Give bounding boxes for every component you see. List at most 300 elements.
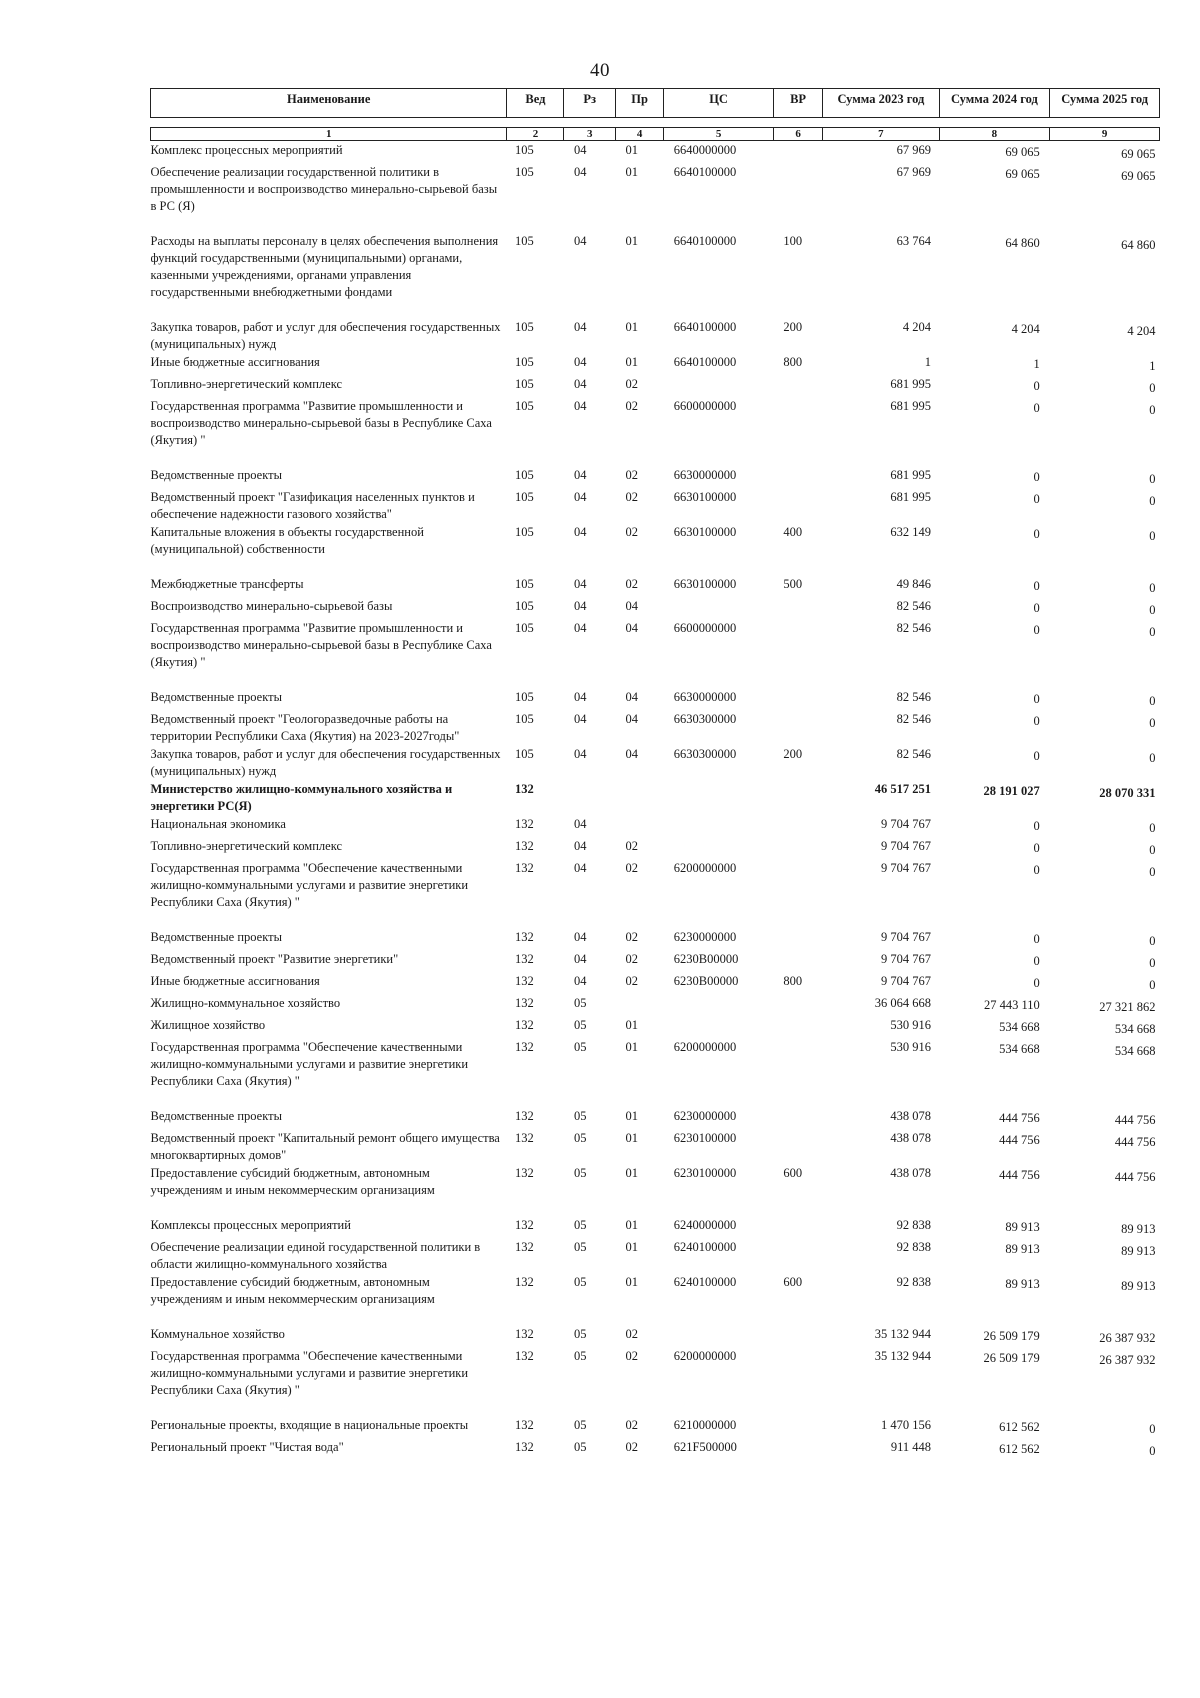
cell-ved: 132: [514, 1040, 534, 1054]
cell-sum-2023: 92 838: [896, 1240, 931, 1254]
cell-cs: [664, 837, 774, 859]
cell-vr: [773, 1129, 822, 1164]
cell-pr: 04: [625, 747, 638, 761]
cell-sum-2024: 0: [1033, 749, 1040, 763]
cell-pr: 04: [625, 621, 638, 635]
cell-name: Закупка товаров, работ и услуг для обеспечения государственных (муниципальных) нужд: [150, 320, 501, 351]
cell-pr: 02: [625, 377, 638, 391]
cell-rz: 04: [573, 468, 587, 482]
cell-sum-2023: 46 517 251: [874, 782, 931, 796]
table-row: [151, 780, 1160, 815]
cell-sum-2024: 0: [1033, 863, 1040, 877]
cell-name: Ведомственный проект "Развитие энергетики": [150, 952, 399, 966]
cell-pr: 02: [625, 525, 638, 539]
cell-sum-2025: 0: [1149, 843, 1156, 857]
cell-sum-2024: 4 204: [1011, 322, 1040, 336]
cell-rz: 04: [573, 747, 587, 761]
cell-pr: 02: [625, 930, 638, 944]
cell-ved: 132: [514, 996, 534, 1010]
cell-sum-2024: 444 756: [999, 1168, 1040, 1182]
table-body: [151, 141, 1160, 1461]
cell-pr: 02: [625, 861, 638, 875]
cell-vr: 800: [783, 355, 803, 369]
cell-cs: [664, 375, 774, 397]
cell-sum-2025: 0: [1149, 821, 1156, 835]
table-row: [151, 1238, 1160, 1273]
cell-sum-2023: 1 470 156: [881, 1418, 931, 1432]
cell-name: Ведомственный проект "Газификация населенных пунктов и обеспечение надежности газового хозяйства": [150, 490, 475, 521]
table-header: [151, 89, 1160, 141]
cell-sum-2023: 9 704 767: [881, 817, 931, 831]
cell-name: Региональные проекты, входящие в национальные проекты: [150, 1418, 469, 1432]
cell-sum-2023: 681 995: [890, 468, 931, 482]
table-row: [151, 1273, 1160, 1325]
header-sum-2025: Сумма 2025 год: [1050, 89, 1160, 118]
cell-sum-2025: 89 913: [1121, 1222, 1156, 1236]
cell-sum-2025: 1: [1149, 359, 1156, 373]
cell-cs: 6630100000: [673, 490, 737, 504]
cell-ved: 105: [514, 599, 534, 613]
cell-rz: 04: [573, 320, 587, 334]
cell-sum-2024: 612 562: [999, 1442, 1040, 1456]
cell-pr: 01: [625, 143, 638, 157]
cell-cs: 6210000000: [673, 1418, 737, 1432]
cell-sum-2023: 911 448: [890, 1440, 931, 1454]
cell-name: Коммунальное хозяйство: [150, 1327, 285, 1341]
table-row: [151, 994, 1160, 1016]
cell-pr: 01: [625, 165, 638, 179]
column-number: 7: [823, 128, 939, 141]
cell-ved: 132: [514, 861, 534, 875]
cell-sum-2023: 82 546: [896, 712, 931, 726]
cell-sum-2024: 444 756: [999, 1111, 1040, 1125]
table-row: [151, 1107, 1160, 1129]
cell-ved: 105: [514, 143, 534, 157]
cell-name: Ведомственный проект "Капитальный ремонт общего имущества многоквартирных домов": [150, 1131, 500, 1162]
cell-vr: 500: [783, 577, 803, 591]
cell-sum-2025: 444 756: [1114, 1135, 1156, 1149]
cell-sum-2024: 0: [1033, 470, 1040, 484]
table-row: [151, 928, 1160, 950]
cell-ved: 132: [514, 1240, 534, 1254]
column-number: 2: [507, 128, 564, 141]
cell-sum-2023: 681 995: [890, 399, 931, 413]
cell-cs: 621F500000: [673, 1440, 737, 1454]
cell-cs: 6230100000: [673, 1166, 737, 1180]
cell-name: Обеспечение реализации государственной политики в промышленности и воспроизводство минерально-сырьевой базы в РС (Я): [150, 165, 498, 213]
cell-sum-2025: 0: [1149, 403, 1156, 417]
cell-sum-2023: 438 078: [890, 1166, 931, 1180]
cell-vr: [773, 994, 822, 1016]
cell-sum-2024: 69 065: [1005, 167, 1040, 181]
cell-sum-2025: 0: [1149, 716, 1156, 730]
cell-sum-2025: 0: [1149, 494, 1156, 508]
cell-rz: 04: [573, 599, 587, 613]
table-row: [151, 397, 1160, 466]
cell-sum-2023: 681 995: [890, 377, 931, 391]
cell-vr: [773, 597, 822, 619]
cell-sum-2025: 0: [1149, 694, 1156, 708]
cell-ved: 132: [514, 1218, 534, 1232]
cell-ved: 105: [514, 712, 534, 726]
cell-sum-2025: 69 065: [1121, 169, 1156, 183]
cell-cs: [664, 815, 774, 837]
cell-vr: [773, 619, 822, 688]
cell-cs: 6240100000: [673, 1275, 737, 1289]
table-row: [151, 318, 1160, 353]
cell-cs: 6630100000: [673, 525, 737, 539]
cell-ved: 132: [514, 1018, 534, 1032]
cell-sum-2023: 63 764: [896, 234, 931, 248]
cell-sum-2023: 530 916: [890, 1040, 931, 1054]
table-row: [151, 232, 1160, 318]
page-number: 40: [590, 60, 610, 81]
cell-ved: 132: [514, 930, 534, 944]
table-row: [151, 745, 1160, 780]
table-row: [151, 466, 1160, 488]
cell-pr: 04: [625, 690, 638, 704]
cell-pr: 01: [625, 1275, 638, 1289]
cell-vr: [773, 375, 822, 397]
cell-name: Закупка товаров, работ и услуг для обеспечения государственных (муниципальных) нужд: [150, 747, 501, 778]
cell-sum-2024: 534 668: [999, 1042, 1040, 1056]
header-rz: Рз: [564, 89, 616, 118]
header-vr: ВР: [773, 89, 822, 118]
cell-sum-2023: 9 704 767: [881, 974, 931, 988]
cell-sum-2025: 444 756: [1114, 1170, 1156, 1184]
cell-rz: 05: [573, 1275, 587, 1289]
header-sum-2024: Сумма 2024 год: [939, 89, 1050, 118]
cell-vr: [773, 928, 822, 950]
cell-vr: [773, 466, 822, 488]
cell-rz: 04: [573, 525, 587, 539]
table-row: [151, 688, 1160, 710]
cell-ved: 132: [514, 1275, 534, 1289]
cell-sum-2025: 534 668: [1114, 1044, 1156, 1058]
cell-sum-2025: 0: [1149, 581, 1156, 595]
cell-sum-2024: 0: [1033, 379, 1040, 393]
cell-pr: 02: [625, 468, 638, 482]
cell-cs: 6600000000: [673, 399, 737, 413]
cell-sum-2024: 89 913: [1005, 1277, 1040, 1291]
cell-sum-2024: 0: [1033, 601, 1040, 615]
cell-vr: 400: [783, 525, 803, 539]
cell-cs: 6600000000: [673, 621, 737, 635]
cell-sum-2023: 438 078: [890, 1131, 931, 1145]
table-row: [151, 141, 1160, 164]
cell-pr: 02: [625, 1418, 638, 1432]
cell-sum-2023: 1: [924, 355, 931, 369]
cell-sum-2024: 26 509 179: [983, 1351, 1040, 1365]
cell-rz: 04: [573, 355, 587, 369]
cell-name: Государственная программа "Развитие промышленности и воспроизводство минерально-сырьевой базы в Республике Саха (Якутия) ": [150, 621, 492, 669]
cell-pr: 01: [625, 1018, 638, 1032]
cell-ved: 105: [514, 490, 534, 504]
table-row: [151, 815, 1160, 837]
cell-sum-2024: 64 860: [1005, 236, 1040, 250]
cell-cs: 6630100000: [673, 577, 737, 591]
cell-rz: 05: [573, 1327, 587, 1341]
budget-table: [150, 88, 1160, 1460]
column-number: 8: [939, 128, 1050, 141]
cell-sum-2025: 89 913: [1121, 1244, 1156, 1258]
cell-name: Государственная программа "Обеспечение качественными жилищно-коммунальными услугами и развитие энергетики Республики Саха (Якутия) ": [150, 1349, 469, 1397]
cell-rz: 05: [573, 1018, 587, 1032]
cell-sum-2023: 4 204: [902, 320, 931, 334]
cell-ved: 105: [514, 399, 534, 413]
cell-sum-2025: 27 321 862: [1099, 1000, 1156, 1014]
cell-sum-2024: 28 191 027: [983, 784, 1040, 798]
cell-name: Жилищное хозяйство: [150, 1018, 266, 1032]
cell-cs: 6640100000: [673, 320, 737, 334]
cell-sum-2025: 444 756: [1114, 1113, 1156, 1127]
cell-name: Государственная программа "Обеспечение качественными жилищно-коммунальными услугами и развитие энергетики Республики Саха (Якутия) ": [150, 861, 469, 909]
cell-vr: [773, 815, 822, 837]
cell-rz: 05: [573, 1349, 587, 1363]
cell-cs: [664, 1016, 774, 1038]
cell-pr: 01: [625, 234, 638, 248]
cell-ved: 132: [514, 817, 534, 831]
table-row: [151, 1216, 1160, 1238]
cell-sum-2025: 26 387 932: [1099, 1331, 1156, 1345]
cell-vr: [773, 859, 822, 928]
cell-cs: 6230B00000: [673, 974, 739, 988]
cell-cs: 6630000000: [673, 690, 737, 704]
cell-sum-2024: 0: [1033, 954, 1040, 968]
cell-vr: 100: [783, 234, 803, 248]
cell-name: Топливно-энергетический комплекс: [150, 839, 342, 853]
cell-vr: [773, 141, 822, 164]
table-row: [151, 1129, 1160, 1164]
cell-sum-2023: 92 838: [896, 1218, 931, 1232]
cell-cs: [664, 597, 774, 619]
header-spacer: [151, 118, 1160, 128]
cell-ved: 132: [514, 952, 534, 966]
cell-sum-2025: 4 204: [1127, 324, 1156, 338]
cell-name: Государственная программа "Развитие промышленности и воспроизводство минерально-сырьевой базы в Республике Саха (Якутия) ": [150, 399, 492, 447]
cell-sum-2025: 0: [1149, 1422, 1156, 1436]
cell-ved: 105: [514, 525, 534, 539]
cell-name: Государственная программа "Обеспечение качественными жилищно-коммунальными услугами и развитие энергетики Республики Саха (Якутия) ": [150, 1040, 469, 1088]
cell-rz: 04: [573, 930, 587, 944]
cell-sum-2023: 82 546: [896, 621, 931, 635]
cell-name: Региональный проект "Чистая вода": [150, 1440, 344, 1454]
cell-cs: 6240100000: [673, 1240, 737, 1254]
cell-sum-2024: 0: [1033, 623, 1040, 637]
cell-sum-2025: 26 387 932: [1099, 1353, 1156, 1367]
cell-sum-2024: 69 065: [1005, 145, 1040, 159]
cell-rz: 04: [573, 143, 587, 157]
cell-sum-2024: 0: [1033, 579, 1040, 593]
cell-sum-2024: 0: [1033, 932, 1040, 946]
cell-cs: 6230000000: [673, 930, 737, 944]
cell-ved: 132: [514, 839, 534, 853]
cell-name: Иные бюджетные ассигнования: [150, 974, 320, 988]
cell-vr: [773, 1038, 822, 1107]
cell-rz: 05: [573, 1109, 587, 1123]
cell-sum-2024: 0: [1033, 401, 1040, 415]
cell-rz: 05: [573, 1166, 587, 1180]
cell-pr: 01: [625, 1040, 638, 1054]
column-number: 6: [773, 128, 822, 141]
cell-pr: 02: [625, 1327, 638, 1341]
cell-sum-2023: 9 704 767: [881, 839, 931, 853]
table-row: [151, 837, 1160, 859]
cell-cs: 6200000000: [673, 1040, 737, 1054]
cell-pr: [615, 780, 663, 815]
cell-cs: 6200000000: [673, 1349, 737, 1363]
cell-vr: 800: [783, 974, 803, 988]
cell-sum-2024: 534 668: [999, 1020, 1040, 1034]
cell-cs: 6630000000: [673, 468, 737, 482]
cell-rz: 04: [573, 165, 587, 179]
cell-name: Жилищно-коммунальное хозяйство: [150, 996, 341, 1010]
cell-name: Ведомственные проекты: [150, 468, 283, 482]
cell-sum-2023: 49 846: [896, 577, 931, 591]
cell-vr: [773, 950, 822, 972]
table-row: [151, 375, 1160, 397]
cell-ved: 132: [514, 974, 534, 988]
cell-cs: 6630300000: [673, 747, 737, 761]
cell-ved: 132: [514, 1109, 534, 1123]
cell-pr: 02: [625, 577, 638, 591]
cell-rz: 04: [573, 952, 587, 966]
cell-sum-2023: 35 132 944: [874, 1349, 931, 1363]
cell-ved: 132: [514, 1166, 534, 1180]
cell-cs: [664, 1325, 774, 1347]
cell-pr: [615, 994, 663, 1016]
cell-cs: [664, 780, 774, 815]
cell-ved: 105: [514, 468, 534, 482]
cell-ved: 105: [514, 747, 534, 761]
cell-vr: [773, 1438, 822, 1460]
cell-vr: [773, 1107, 822, 1129]
header-ved: Вед: [507, 89, 564, 118]
cell-sum-2023: 681 995: [890, 490, 931, 504]
cell-rz: 04: [573, 621, 587, 635]
cell-pr: 01: [625, 1131, 638, 1145]
cell-sum-2025: 69 065: [1121, 147, 1156, 161]
cell-sum-2024: 0: [1033, 819, 1040, 833]
cell-ved: 105: [514, 690, 534, 704]
table-row: [151, 972, 1160, 994]
header-name: Наименование: [151, 89, 507, 118]
header-cs: ЦС: [664, 89, 774, 118]
header-row: [151, 89, 1160, 118]
cell-sum-2024: 26 509 179: [983, 1329, 1040, 1343]
table-row: [151, 1164, 1160, 1216]
cell-pr: 02: [625, 839, 638, 853]
cell-ved: 132: [514, 1131, 534, 1145]
cell-pr: 02: [625, 1349, 638, 1363]
cell-cs: 6640000000: [673, 143, 737, 157]
cell-name: Министерство жилищно-коммунального хозяйства и энергетики РС(Я): [150, 782, 453, 813]
cell-rz: 04: [573, 839, 587, 853]
table-row: [151, 1416, 1160, 1438]
cell-sum-2024: 27 443 110: [983, 998, 1040, 1012]
cell-sum-2025: 0: [1149, 978, 1156, 992]
cell-name: Предоставление субсидий бюджетным, автономным учреждениям и иным некоммерческим организациям: [150, 1275, 435, 1306]
table-row: [151, 575, 1160, 597]
table-row: [151, 1016, 1160, 1038]
cell-sum-2024: 0: [1033, 692, 1040, 706]
column-number: 5: [664, 128, 774, 141]
cell-pr: 02: [625, 1440, 638, 1454]
cell-vr: 200: [783, 320, 803, 334]
cell-sum-2024: 1: [1033, 357, 1040, 371]
cell-cs: 6230000000: [673, 1109, 737, 1123]
cell-pr: 04: [625, 712, 638, 726]
cell-sum-2025: 534 668: [1114, 1022, 1156, 1036]
cell-sum-2025: 0: [1149, 529, 1156, 543]
cell-sum-2025: 0: [1149, 751, 1156, 765]
cell-sum-2023: 35 132 944: [874, 1327, 931, 1341]
cell-sum-2024: 0: [1033, 492, 1040, 506]
cell-ved: 132: [514, 1418, 534, 1432]
cell-ved: 132: [514, 782, 534, 796]
cell-sum-2024: 612 562: [999, 1420, 1040, 1434]
cell-pr: 01: [625, 1218, 638, 1232]
cell-pr: 01: [625, 1166, 638, 1180]
cell-sum-2025: 0: [1149, 472, 1156, 486]
cell-sum-2025: 0: [1149, 603, 1156, 617]
cell-sum-2023: 9 704 767: [881, 930, 931, 944]
cell-sum-2023: 67 969: [896, 143, 931, 157]
cell-cs: 6200000000: [673, 861, 737, 875]
cell-cs: 6240000000: [673, 1218, 737, 1232]
cell-sum-2023: 82 546: [896, 747, 931, 761]
cell-name: Ведомственные проекты: [150, 690, 283, 704]
cell-sum-2025: 0: [1149, 1444, 1156, 1458]
cell-pr: 01: [625, 1109, 638, 1123]
cell-pr: 02: [625, 952, 638, 966]
cell-sum-2025: 89 913: [1121, 1279, 1156, 1293]
table-row: [151, 619, 1160, 688]
column-number: 9: [1050, 128, 1160, 141]
column-number: 3: [564, 128, 616, 141]
cell-rz: 05: [573, 1131, 587, 1145]
cell-ved: 105: [514, 355, 534, 369]
cell-cs: 6640100000: [673, 355, 737, 369]
cell-vr: [773, 1238, 822, 1273]
cell-rz: 05: [573, 996, 587, 1010]
cell-name: Ведомственные проекты: [150, 930, 283, 944]
cell-rz: 04: [573, 817, 587, 831]
cell-name: Ведомственный проект "Геологоразведочные работы на территории Республики Саха (Якутия) на 2023-2027годы": [150, 712, 460, 743]
cell-vr: [773, 488, 822, 523]
cell-name: Топливно-энергетический комплекс: [150, 377, 342, 391]
cell-sum-2024: 0: [1033, 841, 1040, 855]
table-row: [151, 353, 1160, 375]
cell-sum-2024: 0: [1033, 976, 1040, 990]
cell-ved: 105: [514, 320, 534, 334]
cell-ved: 105: [514, 377, 534, 391]
cell-sum-2023: 82 546: [896, 599, 931, 613]
cell-sum-2023: 530 916: [890, 1018, 931, 1032]
cell-vr: [773, 1416, 822, 1438]
cell-sum-2025: 64 860: [1121, 238, 1156, 252]
column-number: 4: [615, 128, 663, 141]
cell-sum-2023: 36 064 668: [874, 996, 931, 1010]
cell-pr: 02: [625, 974, 638, 988]
table-row: [151, 523, 1160, 575]
cell-rz: 04: [573, 690, 587, 704]
cell-vr: 200: [783, 747, 803, 761]
table-row: [151, 859, 1160, 928]
cell-sum-2024: 0: [1033, 527, 1040, 541]
cell-name: Комплексы процессных мероприятий: [150, 1218, 351, 1232]
cell-sum-2024: 89 913: [1005, 1242, 1040, 1256]
